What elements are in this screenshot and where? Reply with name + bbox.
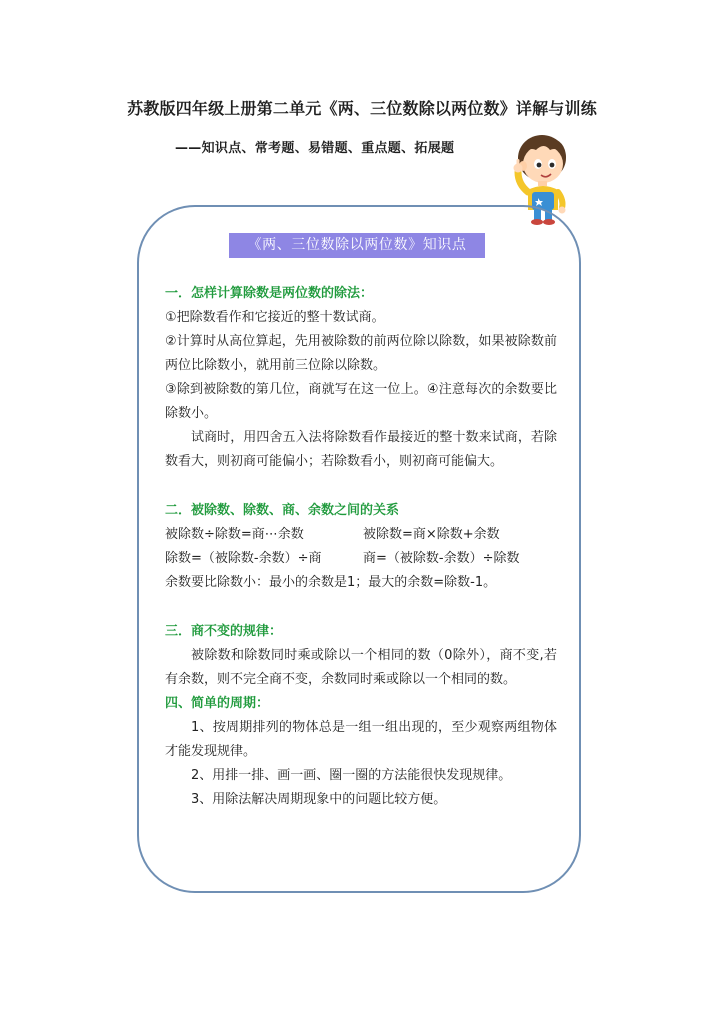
page-title: 苏教版四年级上册第二单元《两、三位数除以两位数》详解与训练 (127, 99, 597, 118)
paragraph: ③除到被除数的第几位，商就写在这一位上。④注意每次的余数要比除数小。 (165, 382, 557, 421)
paragraph: 2、用排一排、画一画、圈一圈的方法能很快发现规律。 (191, 768, 512, 783)
relation-right: 商=（被除数-余数）÷除数 (363, 551, 520, 566)
paragraph: 被除数和除数同时乘或除以一个相同的数（0除外），商不变,若有余数，则不完全商不变，余数同时乘或除以一个相同的数。 (165, 648, 557, 687)
page-subtitle: ——知识点、常考题、易错题、重点题、拓展题 (175, 141, 455, 156)
section-banner: 《两、三位数除以两位数》知识点 (229, 233, 485, 258)
paragraph: 余数要比除数小：最小的余数是1；最大的余数=除数-1。 (165, 575, 497, 590)
paragraph: 3、用除法解决周期现象中的问题比较方便。 (191, 792, 447, 807)
paragraph: ②计算时从高位算起，先用被除数的前两位除以除数，如果被除数前两位比除数小，就用前三位除以除数。 (165, 334, 557, 373)
knowledge-content (165, 282, 557, 812)
section-heading-1: 一．怎样计算除数是两位数的除法： (165, 286, 374, 301)
relation-left: 被除数÷除数=商⋯余数 (165, 527, 304, 542)
paragraph: 试商时，用四舍五入法将除数看作最接近的整十数来试商，若除数看大，则初商可能偏小；若除数看小，则初商可能偏大。 (165, 430, 557, 469)
relation-right: 被除数=商×除数+余数 (363, 527, 500, 542)
relation-row (165, 523, 557, 547)
paragraph: ①把除数看作和它接近的整十数试商。 (165, 310, 385, 325)
paragraph: 1、按周期排列的物体总是一组一组出现的，至少观察两组物体才能发现规律。 (165, 720, 557, 759)
section-heading-3: 三．商不变的规律： (165, 624, 283, 639)
relation-left: 除数=（被除数-余数）÷商 (165, 551, 322, 566)
section-heading-2: 二．被除数、除数、商、余数之间的关系 (165, 503, 400, 518)
relation-row (165, 547, 557, 571)
section-heading-4: 四、简单的周期： (165, 696, 270, 711)
